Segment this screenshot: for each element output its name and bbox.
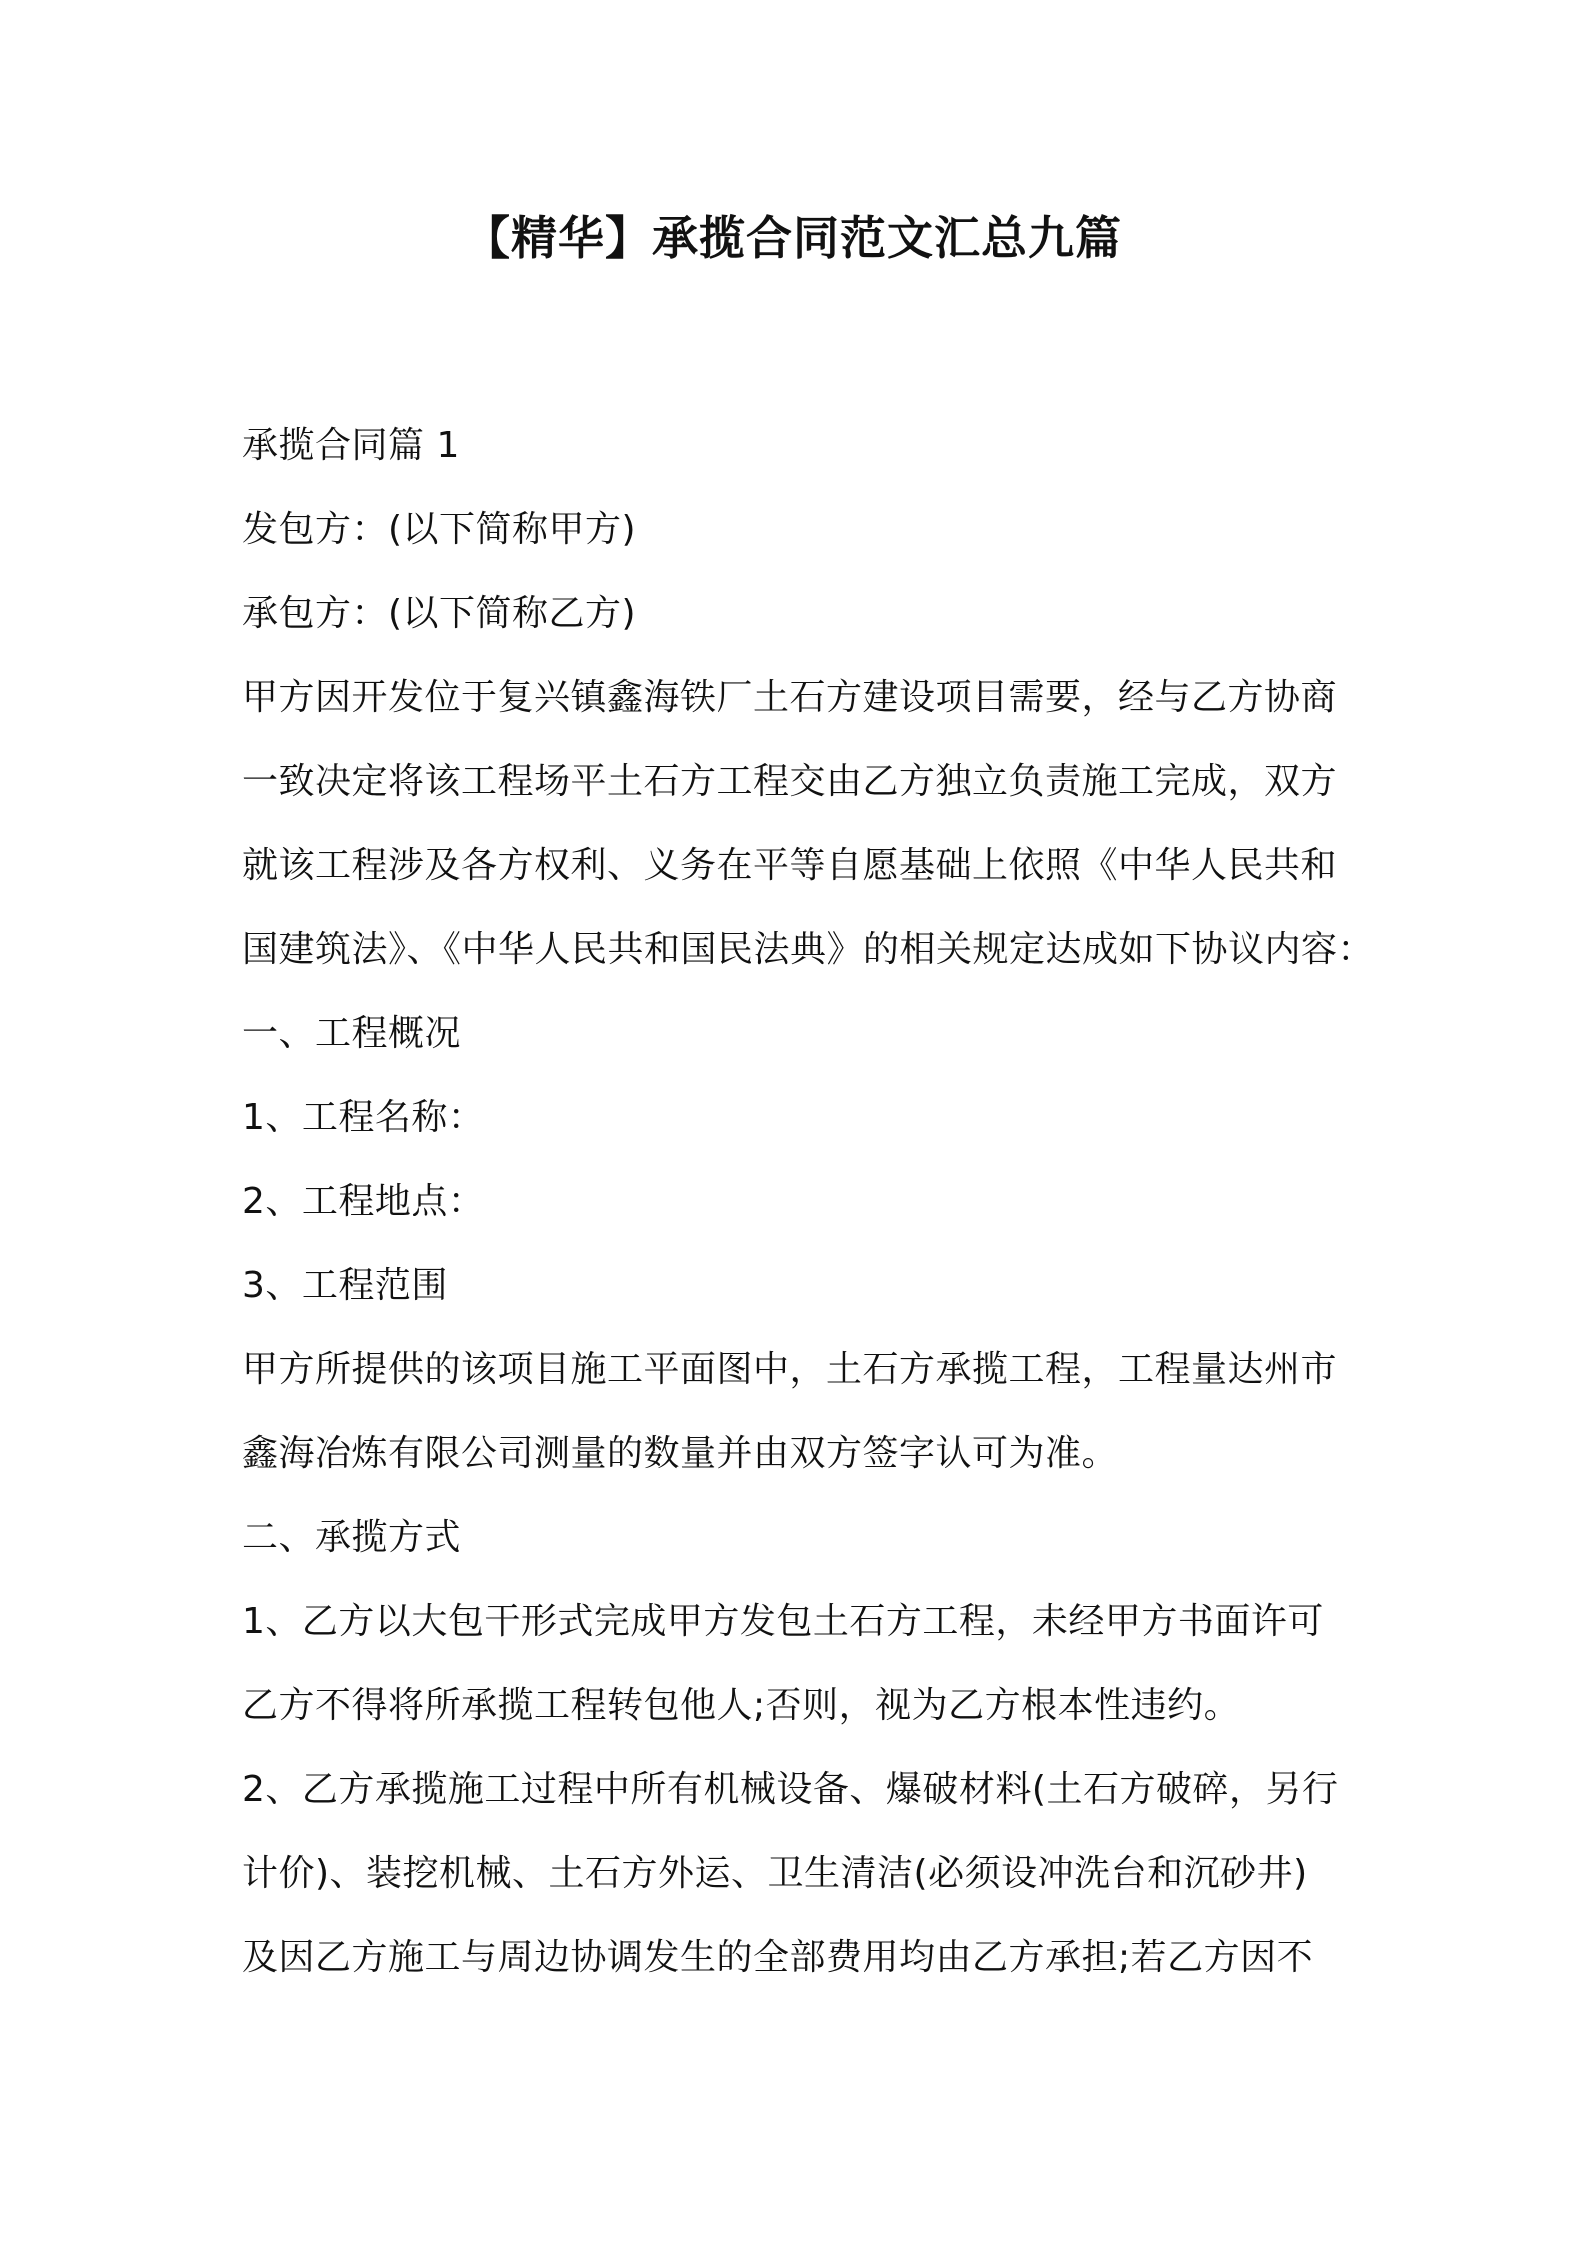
text-line: 承包方：(以下简称乙方)	[242, 593, 637, 634]
text-line: 就该工程涉及各方权利、义务在平等自愿基础上依照《中华人民共和	[242, 845, 1338, 886]
text-line: 鑫海冶炼有限公司测量的数量并由双方签字认可为准。	[242, 1433, 1119, 1474]
text-line: 甲方因开发位于复兴镇鑫海铁厂土石方建设项目需要，经与乙方协商	[242, 677, 1338, 718]
section-heading: 承揽合同篇 1	[242, 425, 460, 466]
text-line: 1、工程名称：	[242, 1097, 485, 1138]
text-line: 一致决定将该工程场平土石方工程交由乙方独立负责施工完成，双方	[242, 761, 1338, 802]
text-line: 计价)、装挖机械、土石方外运、卫生清洁(必须设冲洗台和沉砂井)	[242, 1853, 1308, 1894]
text-line: 2、工程地点：	[242, 1181, 485, 1222]
text-line: 国建筑法》、《中华人民共和国民法典》的相关规定达成如下协议内容：	[242, 929, 1375, 970]
text-line: 乙方不得将所承揽工程转包他人;否则，视为乙方根本性违约。	[242, 1685, 1241, 1726]
document-title: 【精华】承揽合同范文汇总九篇	[464, 211, 1122, 265]
text-line: 及因乙方施工与周边协调发生的全部费用均由乙方承担;若乙方因不	[242, 1937, 1314, 1978]
text-line: 2、乙方承揽施工过程中所有机械设备、爆破材料(土石方破碎，另行	[242, 1769, 1339, 1810]
document-body	[242, 404, 1375, 2000]
text-line: 发包方：(以下简称甲方)	[242, 509, 637, 550]
text-line: 甲方所提供的该项目施工平面图中，土石方承揽工程，工程量达州市	[242, 1349, 1338, 1390]
section-heading: 二、承揽方式	[242, 1517, 462, 1558]
text-line: 1、乙方以大包干形式完成甲方发包土石方工程，未经甲方书面许可	[242, 1601, 1324, 1642]
text-line: 3、工程范围	[242, 1265, 448, 1306]
section-heading: 一、工程概况	[242, 1013, 462, 1054]
